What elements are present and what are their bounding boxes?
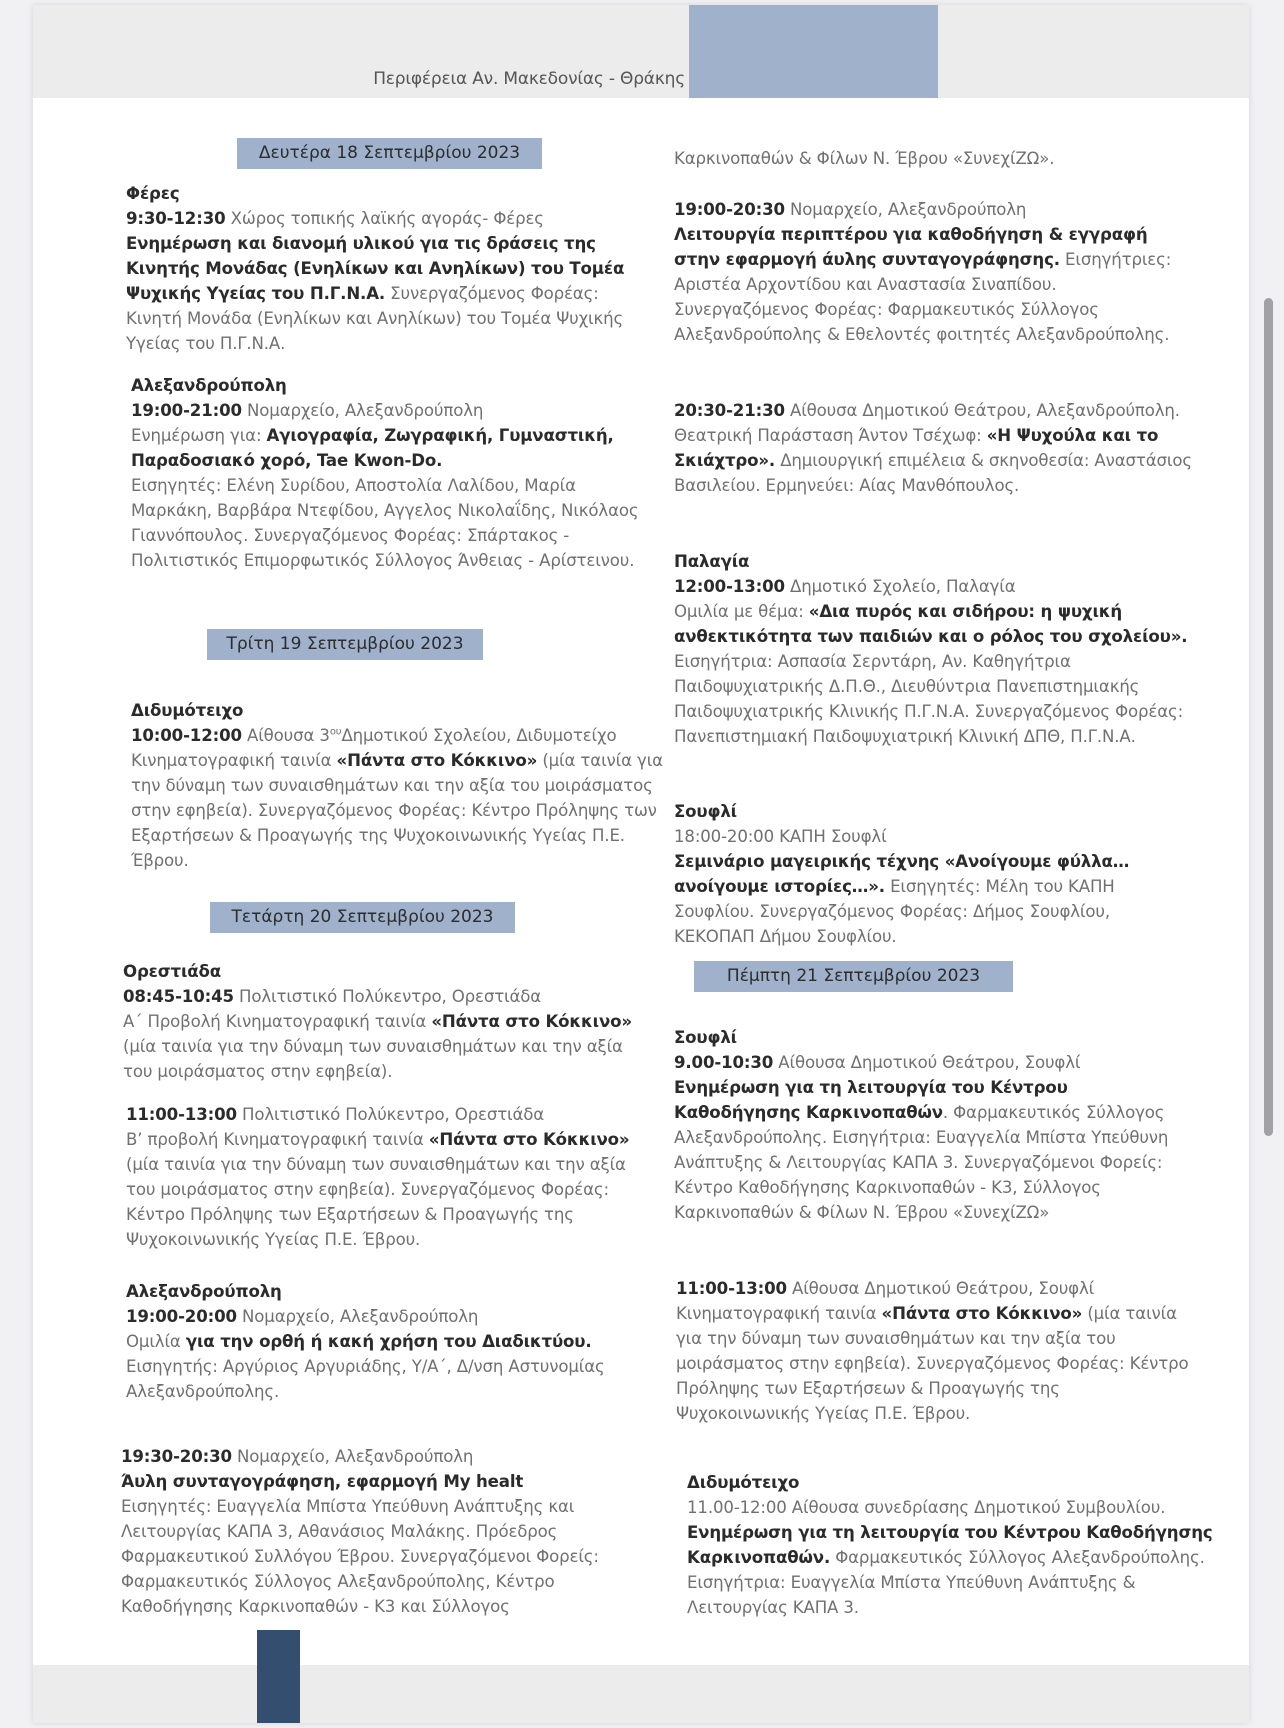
- event-title: «Η Ψυχούλα και το Σκιάχτρο».: [674, 426, 1159, 470]
- event-venue: Νομαρχείο, Αλεξανδρούπολη: [784, 200, 1027, 219]
- event-alexandroupoli-wed: [126, 1279, 666, 1404]
- event-alexandroupoli-mon: [131, 373, 646, 573]
- event-details: (μία ταινία για την δύναμη των συναισθημάτων και την αξία του μοιράσματος στην εφηβεία). Συνεργαζόμενος Φορέας: Κέντρο Πρόληψης των Εξαρτήσεων & Προαγωγής της Ψυχοκοινωνικής Υγείας Π.Ε. Έβρου.: [676, 1304, 1189, 1423]
- event-intro: Α΄ Προβολή Κινηματογραφική ταινία: [123, 1012, 432, 1031]
- document-page: [33, 5, 1249, 1723]
- event-details: Εισηγητές: Ευαγγελία Μπίστα Υπεύθυνη Ανάπτυξης και Λειτουργίας ΚΑΠΑ 3, Αθανάσιος Μαλάκης. Πρόεδρος Φαρμακευτικού Συλλόγου Έβρου. Συνεργαζόμενοι Φορείς: Φαρμακευτικός Σύλλογος Αλεξανδρούπολης, Κέντρο Καθοδήγησης Καρκινοπαθών - Κ3 και Σύλλογος: [121, 1497, 599, 1616]
- event-details: Εισηγητές: Ελένη Συρίδου, Αποστολία Λαλίδου, Μαρία Μαρκάκη, Βαρβάρα Ντεφίδου, Αγγελος Νικολαΐδης, Νικόλαος Γιαννόπουλος. Συνεργαζόμενος Φορέας: Σπάρτακος - Πολιτιστικός Επιμορφωτικός Σύλλογος Άνθειας - Αρίστεινου.: [131, 476, 639, 570]
- header-accent-block: [689, 5, 938, 98]
- event-location: Αλεξανδρούπολη: [126, 1282, 282, 1301]
- event-location: Φέρες: [126, 184, 180, 203]
- event-time: 9.00-10:30: [674, 1053, 774, 1072]
- event-title: «Πάντα στο Κόκκινο»: [336, 751, 538, 770]
- event-venue: Χώρος τοπικής λαϊκής αγοράς- Φέρες: [225, 209, 544, 228]
- event-details: (μία ταινία για την δύναμη των συναισθημάτων και την αξία του μοιράσματος στην εφηβεία). Συνεργαζόμενος Φορέας: Κέντρο Πρόληψης των Εξαρτήσεων & Προαγωγής της Ψυχοκοινωνικής Υγείας Π.Ε. Έβρου.: [131, 751, 663, 870]
- day-header-wednesday: Τετάρτη 20 Σεπτεμβρίου 2023: [210, 902, 515, 933]
- event-details: Εισηγήτρια: Ασπασία Σερντάρη, Αν. Καθηγήτρια Παιδοψυχιατρικής Δ.Π.Θ., Διευθύντρια Πανεπιστημιακής Παιδοψυχιατρικής Κλινικής Π.Γ.Ν.Α. Συνεργαζόμενος Φορέας: Πανεπιστημιακή Παιδοψυχιατρική Κλινική ΔΠΘ, Π.Γ.Ν.Α.: [674, 652, 1184, 746]
- event-location: Διδυμότειχο: [131, 701, 244, 720]
- event-time: 19:30-20:30: [121, 1447, 232, 1466]
- region-title: Περιφέρεια Αν. Μακεδονίας - Θράκης: [373, 69, 685, 89]
- event-location: Ορεστιάδα: [123, 962, 222, 981]
- event-venue: Νομαρχείο, Αλεξανδρούπολη: [231, 1447, 474, 1466]
- event-details: Δημιουργική επιμέλεια & σκηνοθεσία: Αναστάσιος Βασιλείου. Ερμηνεύει: Αίας Μανθόπουλος.: [674, 451, 1192, 495]
- event-intro: Ομιλία με θέμα:: [674, 602, 809, 621]
- event-details: Εισηγητής: Αργύριος Αργυριάδης, Υ/Α΄, Δ/νση Αστυνομίας Αλεξανδρούπολης.: [126, 1357, 605, 1401]
- event-title: «Πάντα στο Κόκκινο»: [431, 1012, 632, 1031]
- event-time: 12:00-13:00: [674, 577, 785, 596]
- event-location: Διδυμότειχο: [687, 1473, 800, 1492]
- event-venue: Αίθουσα Δημοτικού Θεάτρου, Αλεξανδρούπολη. Θεατρική Παράσταση Άντον Τσέχωφ:: [674, 401, 1180, 445]
- event-location: Σουφλί: [674, 1028, 737, 1047]
- event-venue: Πολιτιστικό Πολύκεντρο, Ορεστιάδα: [236, 1105, 545, 1124]
- day-header-thursday: Πέμπτη 21 Σεπτεμβρίου 2023: [694, 961, 1013, 992]
- event-orestiada-a: [123, 959, 653, 1084]
- ordinal-suffix: ου: [329, 726, 342, 738]
- event-time: 10:00-12:00: [131, 726, 242, 745]
- event-soufli-thu-2: [676, 1276, 1196, 1426]
- event-intro: Β’ προβολή Κινηματογραφική ταινία: [126, 1130, 429, 1149]
- event-theatre: [674, 398, 1204, 498]
- event-didymoteicho-tue: [131, 698, 666, 873]
- event-venue: Δημοτικό Σχολείο, Παλαγία: [784, 577, 1016, 596]
- event-feres: [126, 181, 646, 356]
- event-title: «Πάντα στο Κόκκινο»: [428, 1130, 630, 1149]
- event-soufli-wed: [674, 799, 1164, 949]
- event-venue: Αίθουσα Δημοτικού Θεάτρου, Σουφλί: [773, 1053, 1081, 1072]
- event-time: 19:00-20:30: [674, 200, 785, 219]
- event-title: για την ορθή ή κακή χρήση του Διαδικτύου.: [185, 1332, 592, 1351]
- event-title: «Δια πυρός και σιδήρου: η ψυχική ανθεκτικότητα των παιδιών και ο ρόλος του σχολείου».: [674, 602, 1188, 646]
- event-title: «Πάντα στο Κόκκινο»: [881, 1304, 1083, 1323]
- event-alexandroupoli-kiosk: [674, 197, 1194, 347]
- event-title: Άυλη συνταγογράφηση, εφαρμογή My healt: [121, 1472, 524, 1491]
- event-intro: Κινηματογραφική ταινία: [676, 1304, 882, 1323]
- event-time-venue: 18:00-20:00 ΚΑΠΗ Σουφλί: [674, 827, 887, 846]
- event-time: 11:00-13:00: [676, 1279, 787, 1298]
- event-intro: Ομιλία: [126, 1332, 186, 1351]
- event-time: 11:00-13:00: [126, 1105, 237, 1124]
- event-details: Φαρμακευτικός Σύλλογος Αλεξανδρούπολης. Εισηγήτρια: Ευαγγελία Μπίστα Υπεύθυνη Ανάπτυξης & Λειτουργίας ΚΑΠΑ 3.: [687, 1548, 1205, 1617]
- event-details: Συνεργαζόμενος Φορέας: Κινητή Μονάδα (Ενηλίκων και Ανηλίκων) του Τομέα Ψυχικής Υγείας του Π.Γ.Ν.Α.: [126, 284, 624, 353]
- continuation-text: Καρκινοπαθών & Φίλων Ν. Έβρου «ΣυνεχίΖΩ».: [674, 149, 1055, 168]
- event-intro: Κινηματογραφική ταινία: [131, 751, 337, 770]
- event-time: 9:30-12:30: [126, 209, 226, 228]
- event-time: 08:45-10:45: [123, 987, 234, 1006]
- event-title: Ενημέρωση και διανομή υλικού για τις δράσεις της Κινητής Μονάδας (Ενηλίκων και Ανηλίκων) του Τομέα Ψυχικής Υγείας του Π.Γ.Ν.Α.: [126, 234, 625, 303]
- event-orestiada-b: [126, 1102, 653, 1252]
- event-venue: Νομαρχείο, Αλεξανδρούπολη: [236, 1307, 479, 1326]
- event-title: Αγιογραφία, Ζωγραφική, Γυμναστική, Παραδοσιακό χορό, Tae Kwon-Do.: [131, 426, 614, 470]
- event-venue-rest: Δημοτικού Σχολείου, Διδυμοτείχο: [341, 726, 617, 745]
- event-venue: Πολιτιστικό Πολύκεντρο, Ορεστιάδα: [233, 987, 542, 1006]
- event-location: Αλεξανδρούπολη: [131, 376, 287, 395]
- event-location: Παλαγία: [674, 552, 750, 571]
- event-title: Ενημέρωση για τη λειτουργία του Κέντρου Καθοδήγησης Καρκινοπαθών.: [687, 1523, 1213, 1567]
- event-details: . Φαρμακευτικός Σύλλογος Αλεξανδρούπολης. Εισηγήτρια: Ευαγγελία Μπίστα Υπεύθυνη Ανάπτυξης & Λειτουργίας ΚΑΠΑ 3. Συνεργαζόμενοι Φορείς: Κέντρο Καθοδήγησης Καρκινοπαθών - Κ3, Σύλλογος Καρκινοπαθών & Φίλων Ν. Έβρου «ΣυνεχίΖΩ»: [674, 1103, 1169, 1222]
- event-title: Λειτουργία περιπτέρου για καθοδήγηση & εγγραφή στην εφαρμογή άυλης συνταγογράφησης.: [674, 225, 1148, 269]
- event-time: 19:00-21:00: [131, 401, 242, 420]
- event-details: Εισηγήτριες: Αριστέα Αρχοντίδου και Αναστασία Σιναπίδου. Συνεργαζόμενος Φορέας: Φαρμακευτικός Σύλλογος Αλεξανδρούπολης & Εθελοντές φοιτητές Αλεξανδρούπολης.: [674, 250, 1172, 344]
- event-time: 19:00-20:00: [126, 1307, 237, 1326]
- footer-band: [33, 1665, 1249, 1723]
- event-palagia: [674, 549, 1204, 749]
- event-soufli-thu: [674, 1025, 1194, 1225]
- scrollbar-thumb[interactable]: [1264, 298, 1273, 1136]
- event-location: Σουφλί: [674, 802, 737, 821]
- event-alexandroupoli-wed-2: [121, 1444, 651, 1619]
- event-time: 20:30-21:30: [674, 401, 785, 420]
- event-details: (μία ταινία για την δύναμη των συναισθημάτων και την αξία του μοιράσματος στην εφηβεία). Συνεργαζόμενος Φορέας: Κέντρο Πρόληψης των Εξαρτήσεων & Προαγωγής της Ψυχοκοινωνικής Υγείας Π.Ε. Έβρου.: [126, 1155, 626, 1249]
- event-venue: Νομαρχείο, Αλεξανδρούπολη: [241, 401, 484, 420]
- footer-accent-block: [257, 1630, 300, 1723]
- event-details: (μία ταινία για την δύναμη των συναισθημάτων και την αξία του μοιράσματος στην εφηβεία).: [123, 1037, 623, 1081]
- event-title: Σεμινάριο μαγειρικής τέχνης «Ανοίγουμε φύλλα… ανοίγουμε ιστορίες…».: [674, 852, 1130, 896]
- day-header-monday: Δευτέρα 18 Σεπτεμβρίου 2023: [237, 138, 542, 169]
- event-title: Ενημέρωση για τη λειτουργία του Κέντρου Καθοδήγησης Καρκινοπαθών: [674, 1078, 1068, 1122]
- event-venue: Αίθουσα 3: [241, 726, 330, 745]
- event-intro: Ενημέρωση για:: [131, 426, 267, 445]
- day-header-tuesday: Τρίτη 19 Σεπτεμβρίου 2023: [207, 629, 483, 660]
- event-details: Εισηγητές: Μέλη του ΚΑΠΗ Σουφλίου. Συνεργαζόμενος Φορέας: Δήμος Σουφλίου, ΚΕΚΟΠΑΠ Δήμου Σουφλίου.: [674, 877, 1115, 946]
- event-time-venue: 11.00-12:00 Αίθουσα συνεδρίασης Δημοτικού Συμβουλίου.: [687, 1498, 1166, 1517]
- event-continuation: [674, 146, 1214, 171]
- event-didymoteicho-thu: [687, 1470, 1227, 1620]
- event-venue: Αίθουσα Δημοτικού Θεάτρου, Σουφλί: [786, 1279, 1095, 1298]
